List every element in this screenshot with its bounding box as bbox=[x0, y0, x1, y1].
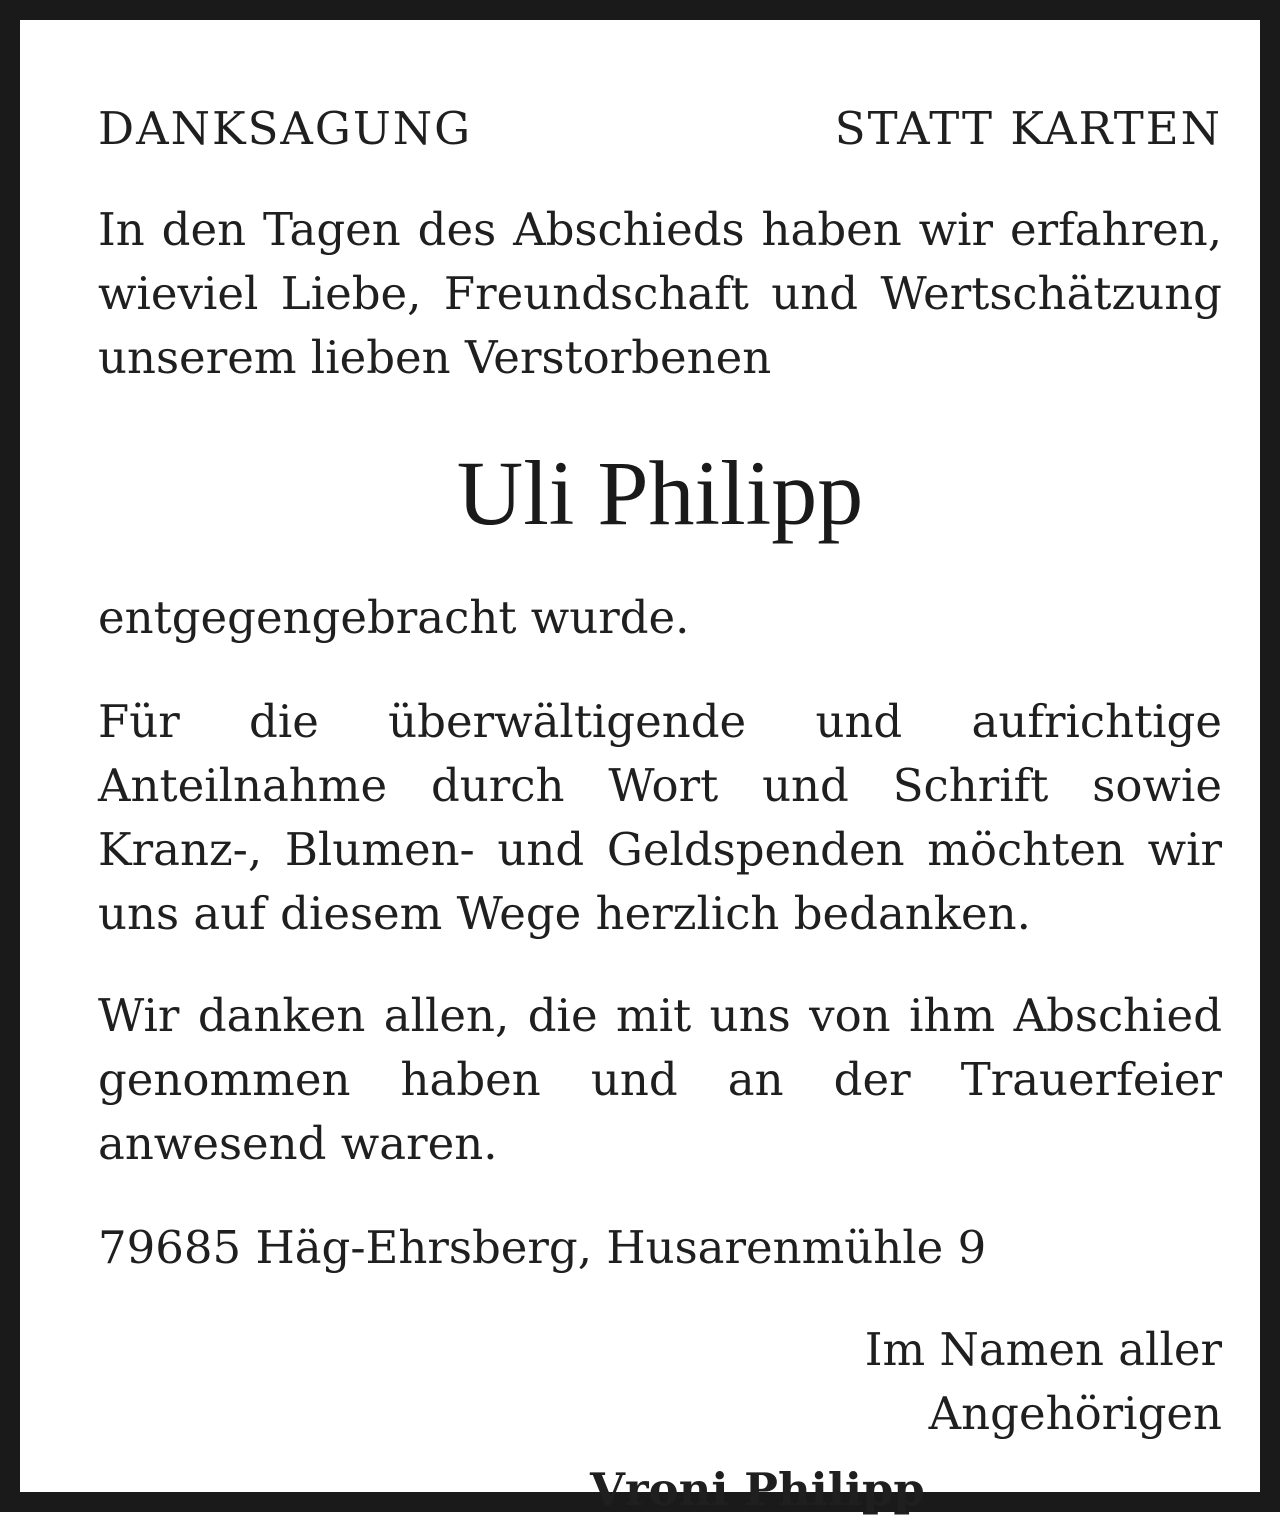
farewell-paragraph: Wir danken allen, die mit uns von ihm Abschied genommen haben und an der Trauerfeier anwesend waren. bbox=[98, 989, 1222, 1170]
after-name-line: entgegengebracht wurde. bbox=[98, 591, 690, 644]
thanks-paragraph: Für die überwältigende und aufrichtige Anteilnahme durch Wort und Schrift sowie Kranz-, Blumen- und Geldspenden möchten wir uns auf diesem Wege herzlich bedanken. bbox=[98, 695, 1222, 940]
address-line: 79685 Häg-Ehrsberg, Husarenmühle 9 bbox=[98, 1221, 987, 1274]
notice-header bbox=[98, 98, 1222, 158]
header-title: DANKSAGUNG bbox=[98, 101, 473, 155]
intro-paragraph: In den Tagen des Abschieds haben wir erfahren, wieviel Liebe, Freundschaft und Wertschätzung unserem lieben Verstorbenen bbox=[98, 203, 1222, 384]
signature-block bbox=[590, 1318, 1222, 1522]
signature-line: Im Namen aller Angehörigen bbox=[864, 1323, 1222, 1440]
signature-name: Vroni Philipp bbox=[590, 1463, 925, 1516]
header-note: STATT KARTEN bbox=[834, 101, 1222, 155]
deceased-name: Uli Philipp bbox=[456, 442, 864, 544]
